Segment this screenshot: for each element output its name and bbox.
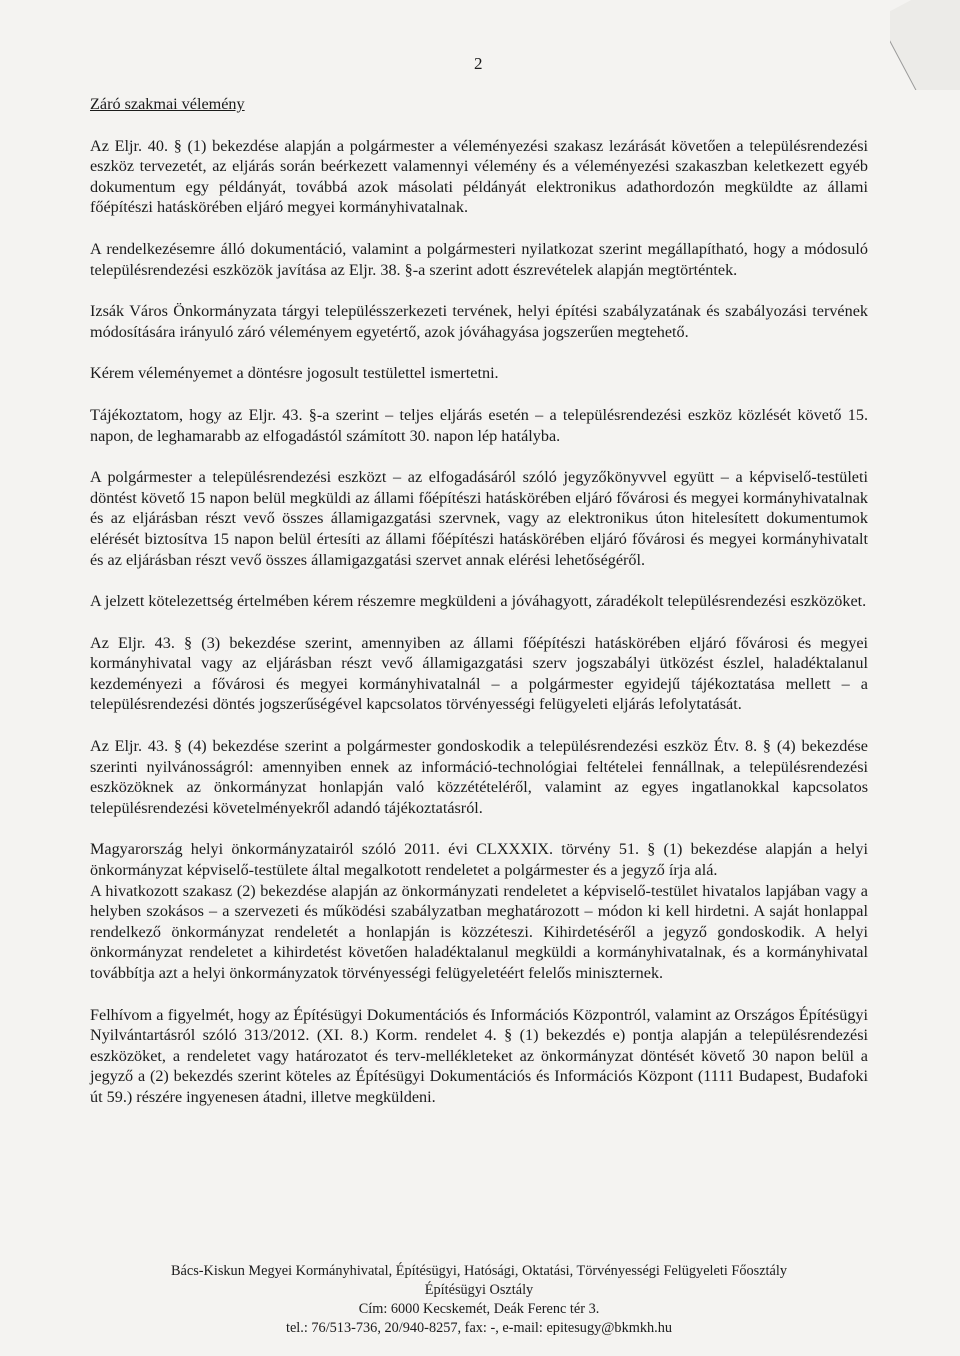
paragraph-eljr-43-3: Az Eljr. 43. § (3) bekezdése szerint, amennyiben az állami főépítészi hatáskörében eljáró fővárosi és megyei kormányhivatal vagy az eljárásban részt vevő államigazgatási szerv jogszabályi ütközést észlel, haladéktalanul kezdeményezi a fővárosi és megyei kormányhivatalnál – a polgármester egyidejű tájékoztatása mellett – a településrendezési döntés jogszerűségével kapcsolatos törvényességi felügyeleti eljárás lefolytatását. xyxy=(90,633,868,714)
paragraph-eljr-43-4: Az Eljr. 43. § (4) bekezdése szerint a polgármester gondoskodik a településrendezési eszköz Étv. 8. § (4) bekezdése szerinti nyilvánosságról: amennyiben ennek az információ-technológiai feltételei fennállnak, a településrendezési eszközöknek az önkormányzat honlapján való közzétételéről, valamint az egyes ingatlanokkal kapcsolatos településrendezési követelményekről adandó tájékoztatásról. xyxy=(90,737,868,817)
footer-office-name: Bács-Kiskun Megyei Kormányhivatal, Építésügyi, Hatósági, Oktatási, Törvényességi Felügyeleti Főosztály xyxy=(171,1263,787,1279)
paragraph-request: Kérem véleményemet a döntésre jogosult testülettel ismertetni. xyxy=(90,364,499,383)
page-number: 2 xyxy=(474,54,483,73)
footer-address: Cím: 6000 Kecskemét, Deák Ferenc tér 3. xyxy=(358,1301,600,1317)
paragraph-eljr-40: Az Eljr. 40. § (1) bekezdése alapján a polgármester a véleményezési szakasz lezárását követően a településrendezési eszköz tervezetét, az eljárás során beérkezett valamennyi vélemény és a véleményezési szakaszban keletkezett egyéb dokumentum egy példányát, továbbá azok másolati példányát elektronikus adathordozón megküldte az állami főépítészi hatáskörében eljáró megyei kormányhivatalnak. xyxy=(90,136,868,217)
paragraph-effect-date: Tájékoztatom, hogy az Eljr. 43. §-a szerint – teljes eljárás esetén – a településrendezési eszköz közlését követő 15. napon, de leghamarabb az elfogadástól számított 30. napon lép hatályba. xyxy=(90,405,868,445)
footer-department: Építésügyi Osztály xyxy=(424,1282,534,1298)
paragraph-law-51-1: Magyarország helyi önkormányzatairól szóló 2011. évi CLXXXIX. törvény 51. § (1) bekezdése alapján a helyi önkormányzat képviselő-testülete által megalkotott rendeletet a polgármester és a jegyző írja alá. xyxy=(90,840,868,880)
paragraph-law-51-2: A hivatkozott szakasz (2) bekezdése alapján az önkormányzati rendeletet a képviselő-testület hivatalos lapjában vagy a helyben szokásos – a szervezeti és működési szabályzatban meghatározott – módon ki kell hirdetni. A saját honlappal rendelkező önkormányzat rendeletét a honlapján is közzéteszi. Kihirdetéséről a jegyző gondoskodik. A helyi önkormányzat rendeletet a kihirdetést követően haladéktalanul megküldi a kormányhivatalnak, és a kormányhivatal továbbítja azt a helyi önkormányzatok törvényességi felügyeletéért felelős miniszternek. xyxy=(90,881,868,982)
section-heading: Záró szakmai vélemény xyxy=(90,95,245,113)
paragraph-documentation: A rendelkezésemre álló dokumentáció, valamint a polgármesteri nyilatkozat szerint megállapítható, hogy a módosuló településrendezési eszközök javítása az Eljr. 38. §-a szerint adott észrevételek alapján megtörténtek. xyxy=(90,239,868,279)
paragraph-send-request: A jelzett kötelezettség értelmében kérem részemre megküldeni a jóváhagyott, záradékolt településrendezési eszközöket. xyxy=(90,592,867,611)
paragraph-mayor-obligation: A polgármester a településrendezési eszközt – az elfogadásáról szóló jegyzőkönyvvel együtt – a képviselő-testületi döntést követő 15 napon belül megküldi az állami főépítészi hatáskörében eljáró fővárosi és megyei kormányhivatalnak és az eljárásban részt vevő összes államigazgatási szervnek, vagy az elektronikus úton hitelesített dokumentumok elérését biztosítva 15 napon belül értesíti az állami főépítészi hatáskörében eljáró fővárosi és megyei kormányhivatalt és az eljárásban részt vevő összes államigazgatási szervet annak elérési lehetőségéről. xyxy=(90,468,868,569)
letter-body xyxy=(90,94,868,1108)
footer-contact: tel.: 76/513-736, 20/940-8257, fax: -, e-mail: epitesugy@bkmkh.hu xyxy=(285,1320,673,1336)
paragraph-final-opinion: Izsák Város Önkormányzata tárgyi településszerkezeti tervének, helyi építési szabályzatának és szabályozási tervének módosítására irányuló záró véleményem egyetértő, azok jóváhagyása jogszerűen megtehető. xyxy=(90,302,868,341)
letter-footer xyxy=(90,1262,868,1338)
paragraph-edik: Felhívom a figyelmét, hogy az Építésügyi Dokumentációs és Információs Központról, valamint az Országos Építésügyi Nyilvántartásról szóló 313/2012. (XI. 8.) Korm. rendelet 4. § (1) bekezdés e) pontja alapján a településrendezési eszközöket, a rendeletet vagy határozatot és terv-mellékleteket az önkormányzat döntését követő 30 napon belül a jegyző a (2) bekezdés szerint köteles az Építésügyi Dokumentációs és Információs Központ (1111 Budapest, Budafoki út 59.) részére ingyenesen átadni, illetve megküldeni. xyxy=(90,1005,868,1106)
page-corner-fold xyxy=(890,0,960,90)
